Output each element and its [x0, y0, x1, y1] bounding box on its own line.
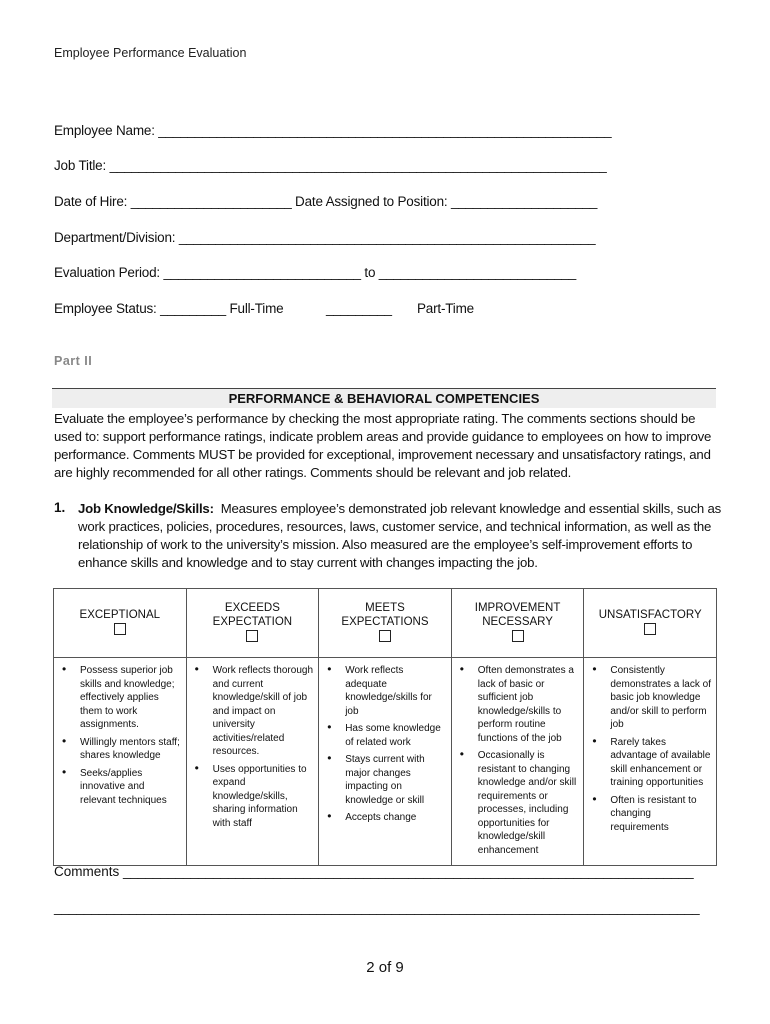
- item-description-block: [78, 500, 728, 572]
- evaluation-period-field[interactable]: Evaluation Period: ___________________________ to ___________________________: [54, 265, 577, 280]
- criteria-item: • Rarely takes advantage of available skill enhancement or training opportunities: [610, 736, 712, 790]
- rating-table: [53, 588, 717, 866]
- criteria-item: • Uses opportunities to expand knowledge/skills, sharing information with staff: [213, 763, 315, 831]
- criteria-item: • Consistently demonstrates a lack of basic job knowledge and/or skill to perform job: [610, 664, 712, 732]
- rating-label: EXCEEDS EXPECTATION: [212, 601, 293, 628]
- criteria-item: • Stays current with major changes impacting on knowledge or skill: [345, 753, 447, 807]
- rating-checkbox-unsatisfactory[interactable]: [644, 623, 656, 635]
- date-of-hire-field[interactable]: Date of Hire: ______________________ Date Assigned to Position: ____________________: [54, 194, 598, 209]
- rating-label: UNSATISFACTORY: [598, 608, 702, 621]
- rating-criteria-meets: [319, 658, 452, 866]
- criteria-item: • Work reflects thorough and current knowledge/skill of job and impact on university activities/related resources.: [213, 664, 315, 759]
- rating-label: IMPROVEMENT NECESSARY: [474, 601, 561, 628]
- criteria-item: • Accepts change: [345, 811, 447, 825]
- employee-name-field[interactable]: Employee Name: ______________________________________________________________: [54, 123, 612, 138]
- rating-checkbox-exceptional[interactable]: [114, 623, 126, 635]
- comments-field[interactable]: Comments ____________________________________________________________________________: [54, 864, 694, 879]
- criteria-item: • Seeks/applies innovative and relevant techniques: [80, 767, 182, 808]
- department-field[interactable]: Department/Division: _________________________________________________________: [54, 230, 596, 245]
- comments-field-line2[interactable]: ______________________________________________________________________________________: [54, 900, 700, 915]
- rating-criteria-exceptional: [54, 658, 187, 866]
- employee-status-parttime-label: Part-Time: [417, 301, 474, 316]
- employee-status-parttime-blank[interactable]: _________: [326, 301, 392, 316]
- rating-header-unsatisfactory: [584, 589, 717, 658]
- page-number: 2 of 9: [366, 959, 404, 976]
- criteria-item: • Occasionally is resistant to changing knowledge and/or skill requirements or processes, including opportunities for knowledge/skill enhancement: [478, 749, 580, 857]
- section-title: PERFORMANCE & BEHAVIORAL COMPETENCIES: [52, 388, 716, 408]
- rating-checkbox-exceeds[interactable]: [246, 630, 258, 642]
- employee-status-fulltime[interactable]: Employee Status: _________ Full-Time: [54, 301, 284, 316]
- rating-checkbox-improvement[interactable]: [512, 630, 524, 642]
- rating-header-improvement: [451, 589, 584, 658]
- job-title-field[interactable]: Job Title: ____________________________________________________________________: [54, 158, 607, 173]
- item-description: Measures employee’s demonstrated job relevant knowledge and essential skills, such as work practices, policies, procedures, resources, laws, customer service, and technical information, as well as the relationship of work to the university’s mission. Also measured are the employee’s self-improvement efforts to enhance skills and knowledge and to stay current with changes impacting the job.: [78, 501, 721, 570]
- item-title: Job Knowledge/Skills:: [78, 501, 214, 516]
- criteria-item: • Often demonstrates a lack of basic or sufficient job knowledge/skills to perform routine functions of the job: [478, 664, 580, 745]
- document-header: Employee Performance Evaluation: [54, 46, 247, 60]
- rating-label: EXCEPTIONAL: [79, 608, 161, 621]
- rating-criteria-exceeds: [186, 658, 319, 866]
- criteria-item: • Has some knowledge of related work: [345, 722, 447, 749]
- rating-header-exceeds: [186, 589, 319, 658]
- criteria-item: • Willingly mentors staff; shares knowledge: [80, 736, 182, 763]
- rating-criteria-improvement: [451, 658, 584, 866]
- rating-header-exceptional: [54, 589, 187, 658]
- criteria-item: • Work reflects adequate knowledge/skills for job: [345, 664, 447, 718]
- item-number: 1.: [54, 500, 66, 515]
- part-label: Part II: [54, 354, 93, 368]
- rating-checkbox-meets[interactable]: [379, 630, 391, 642]
- criteria-item: • Possess superior job skills and knowledge; effectively applies them to work assignments.: [80, 664, 182, 732]
- criteria-item: • Often is resistant to changing requirements: [610, 794, 712, 835]
- rating-header-meets: [319, 589, 452, 658]
- rating-label: MEETS EXPECTATIONS: [341, 601, 429, 628]
- intro-text: Evaluate the employee’s performance by checking the most appropriate rating. The comments sections should be used to: support performance ratings, indicate problem areas and provide guidance to employees on how to improve performance. Comments MUST be provided for exceptional, improvement necessary and unsatisfactory ratings, and are highly recommended for all other ratings. Comments should be relevant and job related.: [54, 411, 712, 480]
- rating-criteria-unsatisfactory: [584, 658, 717, 866]
